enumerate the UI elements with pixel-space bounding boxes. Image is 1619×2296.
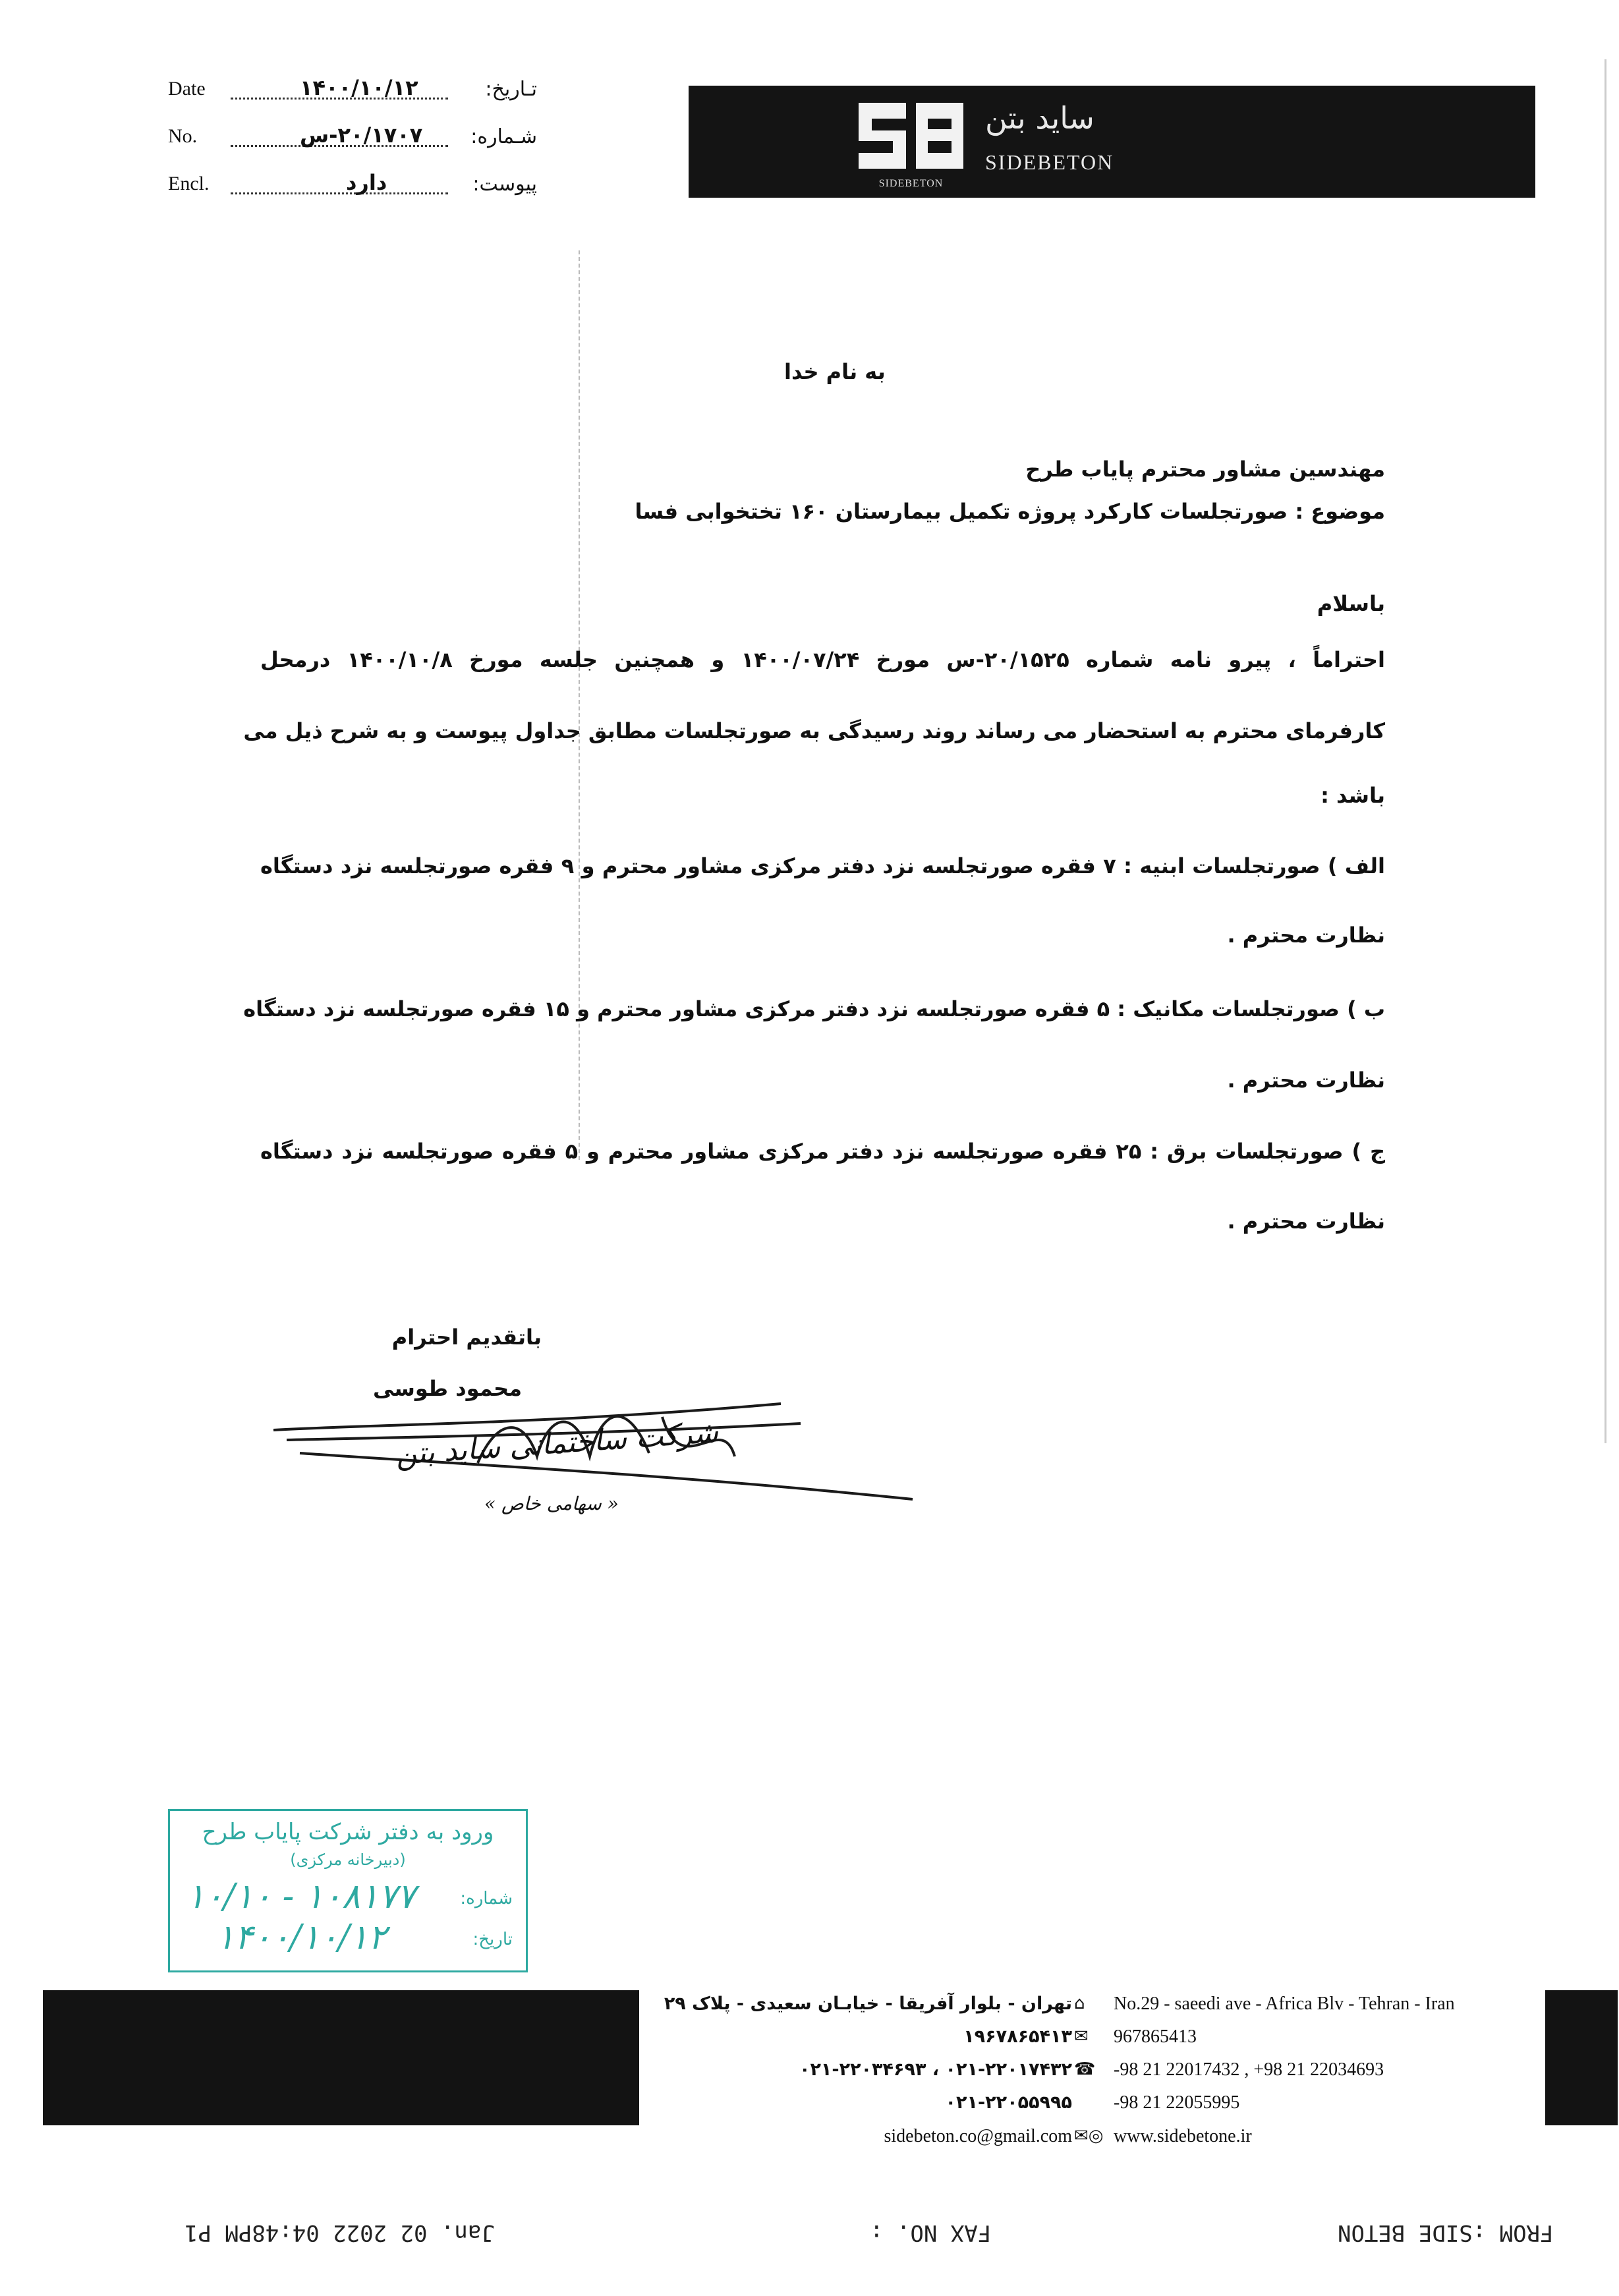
item-b: ب ) صورتجلسات مکانیک : ۵ فقره صورتجلسه نزد دفتر مرکزی مشاور محترم و ۱۵ فقره صورتجلسه نزد دستگاه [243,996,1385,1021]
item-a: الف ) صورتجلسات ابنیه : ۷ فقره صورتجلسه نزد دفتر مرکزی مشاور محترم و ۹ فقره صورتجلسه نزد دستگاه [260,853,1386,878]
fold-line [579,250,580,1160]
paragraph-line: کارفرمای محترم به استحضار می رساند روند رسیدگی به صورتجلسات مطابق جداول پیوست و به شرح ذیل می [243,718,1385,743]
subject: موضوع : صورتجلسات کارکرد پروژه تکمیل بیمارستان ۱۶۰ تختخوابی فسا [635,499,1385,524]
bismillah: به نام خدا [784,359,886,384]
recipient: مهندسین مشاور محترم پایاب طرح [1025,457,1385,482]
item-b-cont: نظارت محترم . [1227,1068,1385,1093]
date-value: ۱۴۰۰/۱۰/۱۲ [300,75,418,100]
footer-address-en: No.29 - saeedi ave - Africa Blv - Tehran - Iran [1114,1994,1455,2014]
fax-number: FAX NO. : [870,2220,992,2246]
stamp-number-label: شماره: [460,1889,513,1909]
enclosure-label-en: Encl. [168,173,210,194]
received-stamp [168,1809,528,1972]
company-name-fa: ساید بتن [985,100,1094,136]
dotted-line [231,192,448,194]
mailbox-icon: ✉ [1074,2026,1089,2046]
fax-datetime: Jan. 02 2022 04:48PM P1 [185,2220,495,2246]
home-icon: ⌂ [1074,1994,1085,2013]
signer-name: محمود طوسی [373,1376,522,1401]
stamp-date-label: تاریخ: [472,1930,513,1949]
footer-postal-fa: ۱۹۶۷۸۶۵۴۱۳ [963,2026,1072,2047]
item-c-cont: نظارت محترم . [1227,1209,1385,1234]
footer-web: www.sidebetone.ir [1114,2126,1252,2146]
footer-address-fa: تهران - بلوار آفریقا - خیابـان سعیدی - پلاک ۲۹ [664,1994,1072,2014]
stamp-subtitle: (دبیرخانه مرکزی) [290,1851,406,1869]
footer-fax-en: -98 21 22055995 [1114,2092,1240,2113]
number-label-en: No. [168,125,198,147]
date-label-en: Date [168,78,206,100]
enclosure-label-fa: پیوست: [472,173,537,196]
enclosure-value: دارد [346,170,387,195]
footer-phones-en: -98 21 22017432 , +98 21 22034693 [1114,2059,1384,2080]
web-icon: ✉◎ [1074,2126,1104,2146]
footer-phones-fa: ۰۲۱-۲۲۰۱۷۴۳۲ ، ۰۲۱-۲۲۰۳۴۶۹۳ [799,2059,1072,2080]
footer-fax-fa: ۰۲۱-۲۲۰۵۵۹۹۵ [945,2092,1072,2113]
company-name-en: SIDEBETON [985,150,1114,174]
logo-subtitle: SIDEBETON [878,178,944,189]
date-label-fa: تـاریخ: [485,78,537,101]
phone-icon: ☎ [1074,2059,1096,2079]
company-logo-band [689,86,1535,198]
stamp-date-value: ۱۴۰۰/۱۰/۱۲ [216,1918,387,1957]
footer-email: sidebeton.co@gmail.com [884,2126,1072,2146]
stamp-number-value: ۱۰/۱۰ - ۱۰۸۱۷۷ [186,1877,416,1916]
stamp-title: ورود به دفتر شرکت پایاب طرح [202,1819,494,1845]
signature-note: « سهامی خاص » [484,1493,619,1514]
number-label-fa: شـماره: [470,125,537,148]
enclosure-row [168,170,537,206]
footer-black-band [43,1990,639,2125]
paragraph-line: احتراماً ، پیرو نامه شماره ۲۰/۱۵۲۵-س مورخ ۱۴۰۰/۰۷/۲۴ و همچنین جلسه مورخ ۱۴۰۰/۱۰/۸ درمحل [260,647,1386,672]
fold-line [1605,59,1606,1443]
greeting: باسلام [1317,591,1385,616]
number-value: ۲۰/۱۷۰۷-س [300,123,423,148]
fax-from: FROM :SIDE BETON [1338,2220,1554,2246]
company-signature: شرکت ساختمانی ساید بتن [394,1415,720,1472]
closing: باتقدیم احترام [391,1325,542,1350]
date-row [168,75,537,111]
item-c: ج ) صورتجلسات برق : ۲۵ فقره صورتجلسه نزد دفتر مرکزی مشاور محترم و ۵ فقره صورتجلسه نزد دستگاه [260,1139,1386,1164]
footer-postal-en: 967865413 [1114,2026,1197,2047]
number-row [168,125,537,158]
sb-logo-icon [853,99,969,175]
paragraph-line: باشد : [1321,783,1385,808]
item-a-cont: نظارت محترم . [1227,923,1385,948]
footer-black-band [1545,1990,1618,2125]
